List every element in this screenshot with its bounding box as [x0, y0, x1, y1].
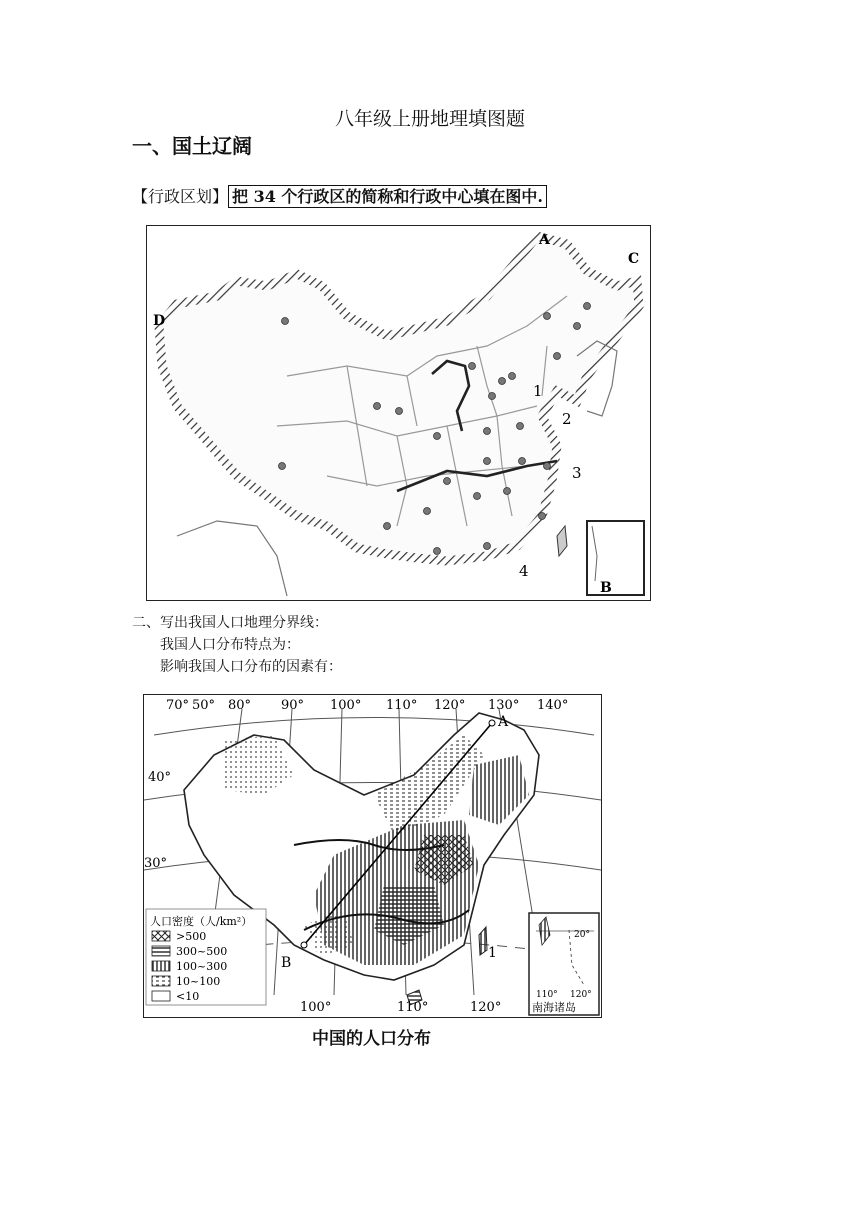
legend-item-100-300: 100~300 [176, 960, 228, 973]
population-map-svg [144, 695, 601, 1017]
population-legend [146, 909, 266, 1005]
inset-lon1: 110° [536, 990, 558, 1000]
task1-instruction: 把 34 个行政区的简称和行政中心填在图中. [228, 185, 547, 208]
section2 [132, 612, 342, 678]
deg-120-bottom: 120° [470, 1000, 502, 1015]
south-china-sea-inset [587, 521, 644, 595]
deg-70: 70° [166, 698, 190, 713]
deg-80: 80° [228, 698, 252, 713]
deg-120-top: 120° [434, 698, 466, 713]
legend-item-lt10: <10 [176, 990, 200, 1003]
china-admin-map [146, 225, 651, 601]
task1-line [132, 184, 547, 207]
deg-140: 140° [537, 698, 569, 713]
label-1: 1 [488, 945, 497, 961]
deg-30: 30° [144, 856, 168, 871]
inset-label: 南海诸岛 [532, 1001, 576, 1014]
map1-label-B: B [600, 580, 612, 596]
inset-lat: 20° [574, 930, 590, 940]
section1-heading: 一、国土辽阔 [132, 134, 252, 158]
south-china-sea-inset [529, 913, 599, 1015]
legend-item-300-500: 300~500 [176, 945, 228, 958]
legend-item-10-100: 10~100 [176, 975, 221, 988]
deg-110-bottom: 110° [397, 1000, 429, 1015]
taiwan-island [479, 927, 487, 955]
section2-heading: 二、写出我国人口地理分界线： [132, 615, 328, 631]
page-title: 八年级上册地理填图题 [334, 108, 525, 130]
point-B-label: B [281, 955, 292, 971]
sea-label-2: 2 [562, 410, 572, 428]
deg-100-top: 100° [330, 698, 362, 713]
inset-lon2: 120° [570, 990, 592, 1000]
deg-90: 90° [281, 698, 305, 713]
map1-label-D: D [153, 313, 166, 329]
deg-50: 50° [192, 698, 216, 713]
map1-label-A: A [539, 232, 550, 248]
deg-100-bottom: 100° [300, 1000, 332, 1015]
section2-line2: 影响我国人口分布的因素有： [160, 659, 342, 675]
map1-label-C: C [628, 251, 640, 267]
south-asia-outline [177, 521, 287, 596]
deg-130: 130° [488, 698, 520, 713]
sea-label-3: 3 [572, 464, 582, 482]
china-admin-map-svg [147, 226, 650, 600]
legend-item-gt500: >500 [176, 930, 207, 943]
taiwan-island [557, 526, 567, 556]
section2-line1: 我国人口分布特点为： [160, 637, 300, 653]
national-border [159, 236, 639, 561]
point-A-label: A [498, 714, 509, 730]
task1-tag: 【行政区划】 [132, 187, 229, 206]
deg-110-top: 110° [386, 698, 418, 713]
legend-title: 人口密度（人/km²） [150, 915, 253, 928]
population-map-caption: 中国的人口分布 [312, 1029, 431, 1049]
sea-label-4: 4 [519, 562, 529, 580]
population-map [143, 694, 602, 1018]
sea-label-1: 1 [533, 382, 543, 400]
deg-40: 40° [148, 770, 172, 785]
